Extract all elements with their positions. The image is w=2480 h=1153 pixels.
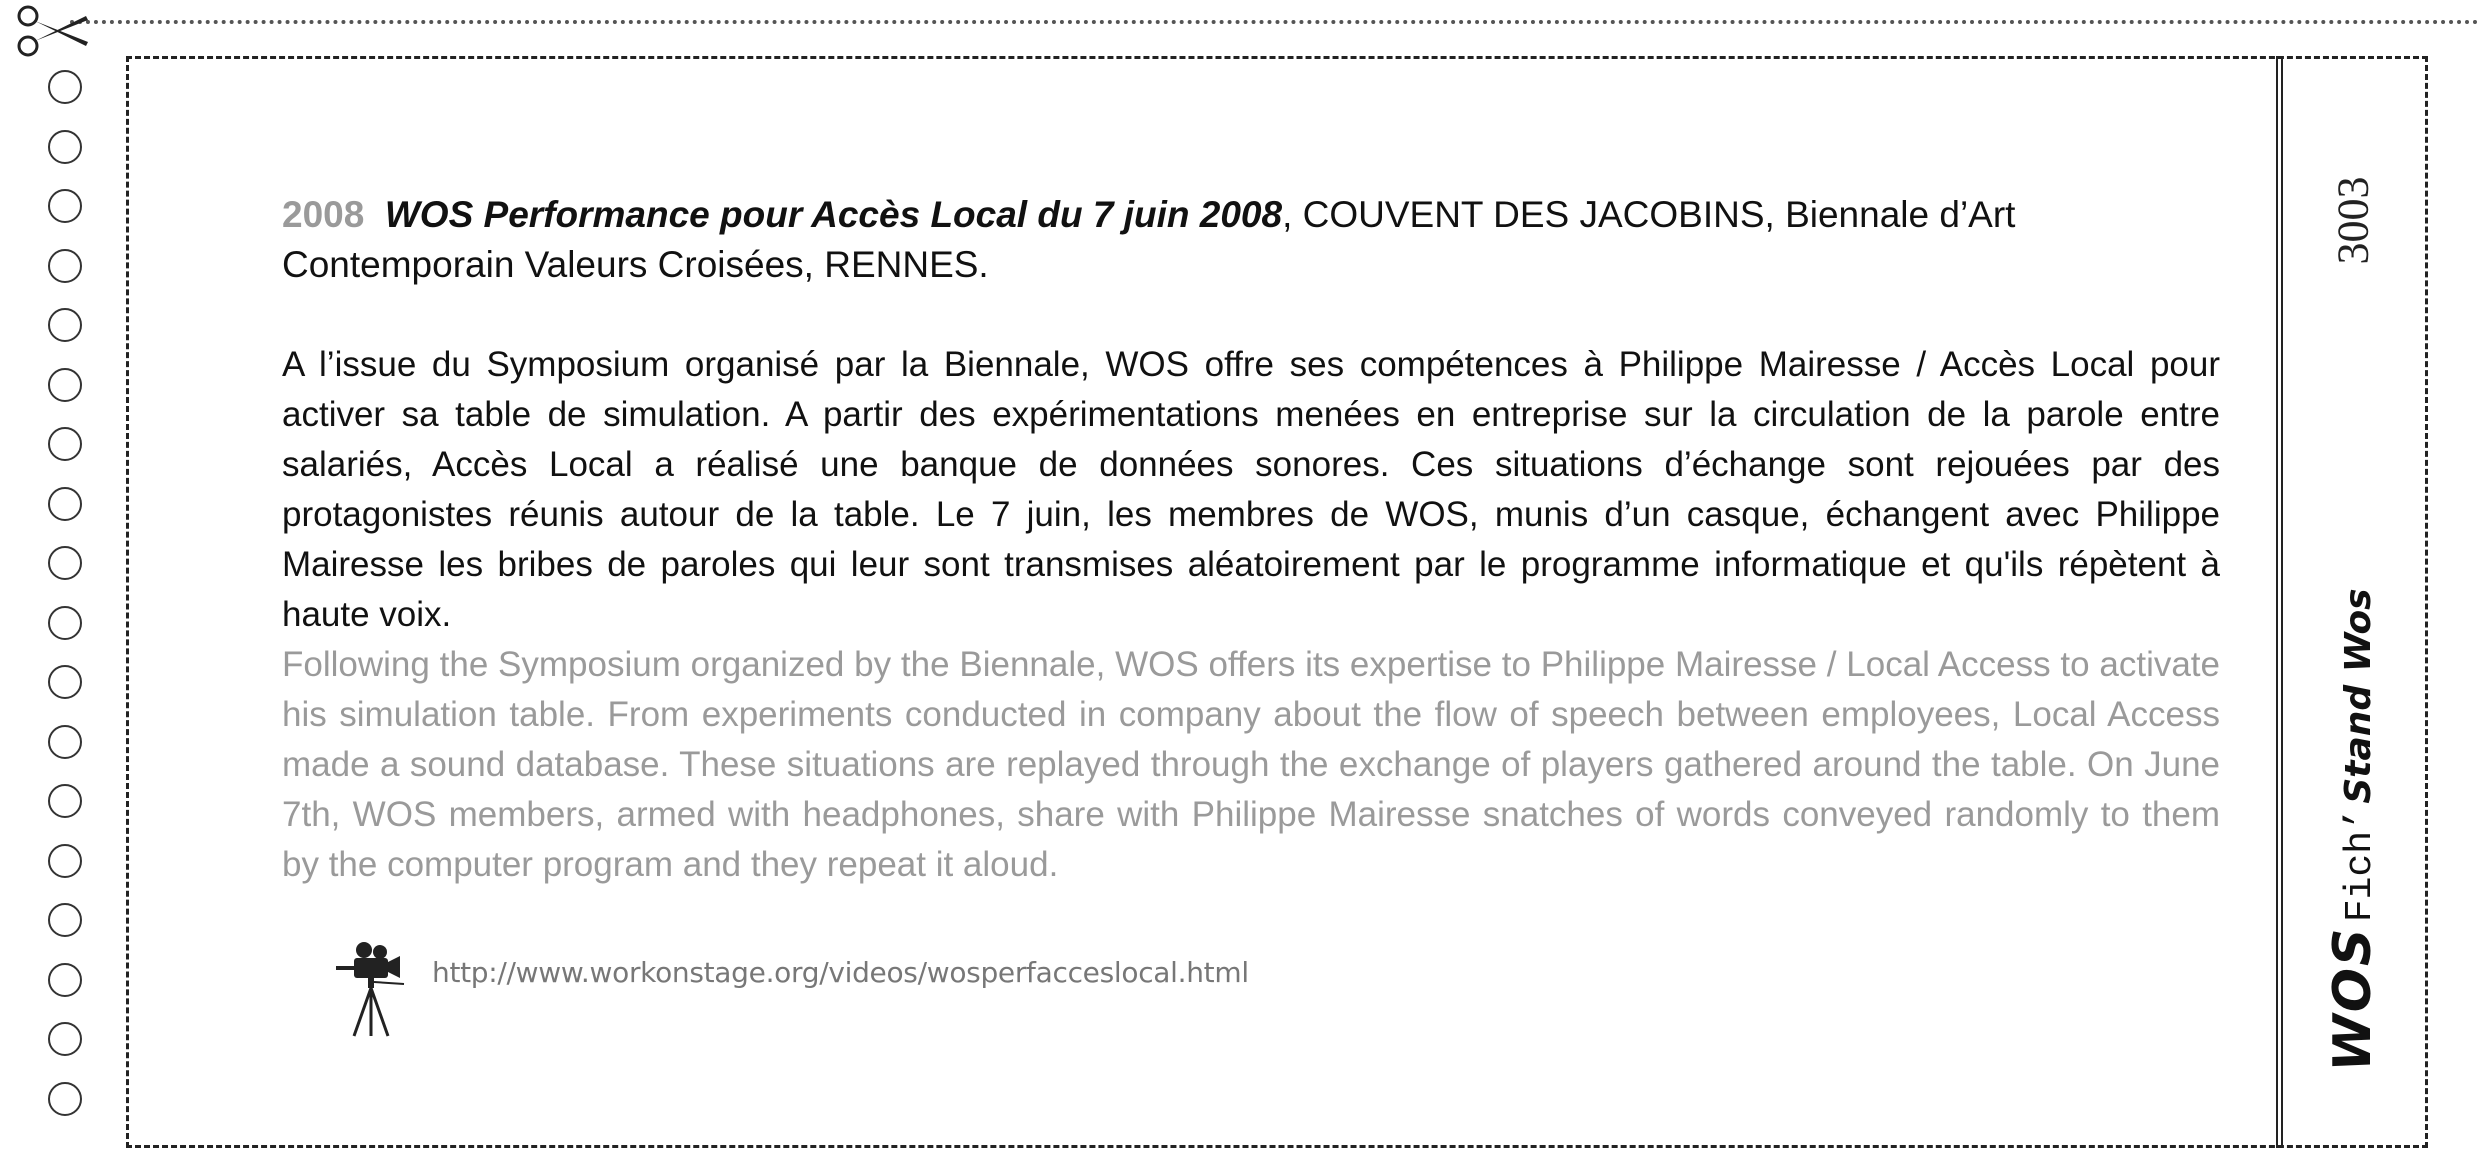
binder-hole	[48, 784, 82, 818]
binder-hole	[48, 487, 82, 521]
card-content	[282, 190, 2220, 890]
tab-divider	[2276, 56, 2283, 1148]
video-link-row	[334, 940, 1249, 1040]
binder-hole	[48, 725, 82, 759]
binder-hole	[48, 130, 82, 164]
video-url-link[interactable]: http://www.workonstage.org/videos/wosperfacceslocal.html	[432, 956, 1249, 989]
binder-hole	[48, 189, 82, 223]
binder-hole	[48, 70, 82, 104]
brand-fich: Fich’	[2339, 808, 2382, 923]
binder-hole	[48, 368, 82, 402]
event-details: , COUVENT DES JACOBINS, Biennale d’Art Contemporain Valeurs Croisées, RENNES.	[282, 194, 2016, 285]
brand-wos: WOS	[2323, 926, 2383, 1072]
description-french: A l’issue du Symposium organisé par la Biennale, WOS offre ses compétences à Philippe Mairesse / Accès Local pour activer sa table de simulation. A partir des expérimentations menées en entreprise sur la circulation de la parole entre salariés, Accès Local a réalisé une banque de données sonores. Ces situations d’échange sont rejouées par des protagonistes réunis autour de la table. Le 7 juin, les membres de WOS, munis d’un casque, échangent avec Philippe Mairesse les bribes de paroles qui leur sont transmises aléatoirement par le programme informatique et qu'ils répètent à haute voix.	[282, 345, 2220, 634]
binder-hole	[48, 963, 82, 997]
scissors-icon	[14, 2, 94, 60]
binder-hole	[48, 844, 82, 878]
binder-hole	[48, 665, 82, 699]
binder-hole	[48, 427, 82, 461]
binder-hole	[48, 1082, 82, 1116]
brand-stand: Stand Wos	[2338, 588, 2379, 804]
entry-year: 2008	[282, 194, 365, 235]
binder-hole	[48, 903, 82, 937]
entry-heading	[282, 190, 2220, 290]
description-english: Following the Symposium organized by the Biennale, WOS offers its expertise to Philippe Mairesse / Local Access to activate his simulation table. From experiments conducted in company about the flow of speech between employees, Local Access made a sound database. These situations are replayed through the exchange of players gathered around the table. On June 7th, WOS members, armed with headphones, share with Philippe Mairesse snatches of words conveyed randomly to them by the computer program and they repeat it aloud.	[282, 645, 2220, 884]
side-brand	[2293, 540, 2413, 1120]
movie-camera-icon	[334, 940, 412, 1038]
event-title: WOS Performance pour Accès Local du 7 juin 2008	[384, 194, 1283, 235]
binder-hole	[48, 1022, 82, 1056]
cut-line	[70, 20, 2480, 24]
binder-hole	[48, 308, 82, 342]
record-number	[2293, 160, 2413, 280]
record-number-text: 3003	[2328, 176, 2378, 264]
binder-hole	[48, 249, 82, 283]
binder-holes	[48, 70, 88, 1130]
binder-hole	[48, 606, 82, 640]
binder-hole	[48, 546, 82, 580]
